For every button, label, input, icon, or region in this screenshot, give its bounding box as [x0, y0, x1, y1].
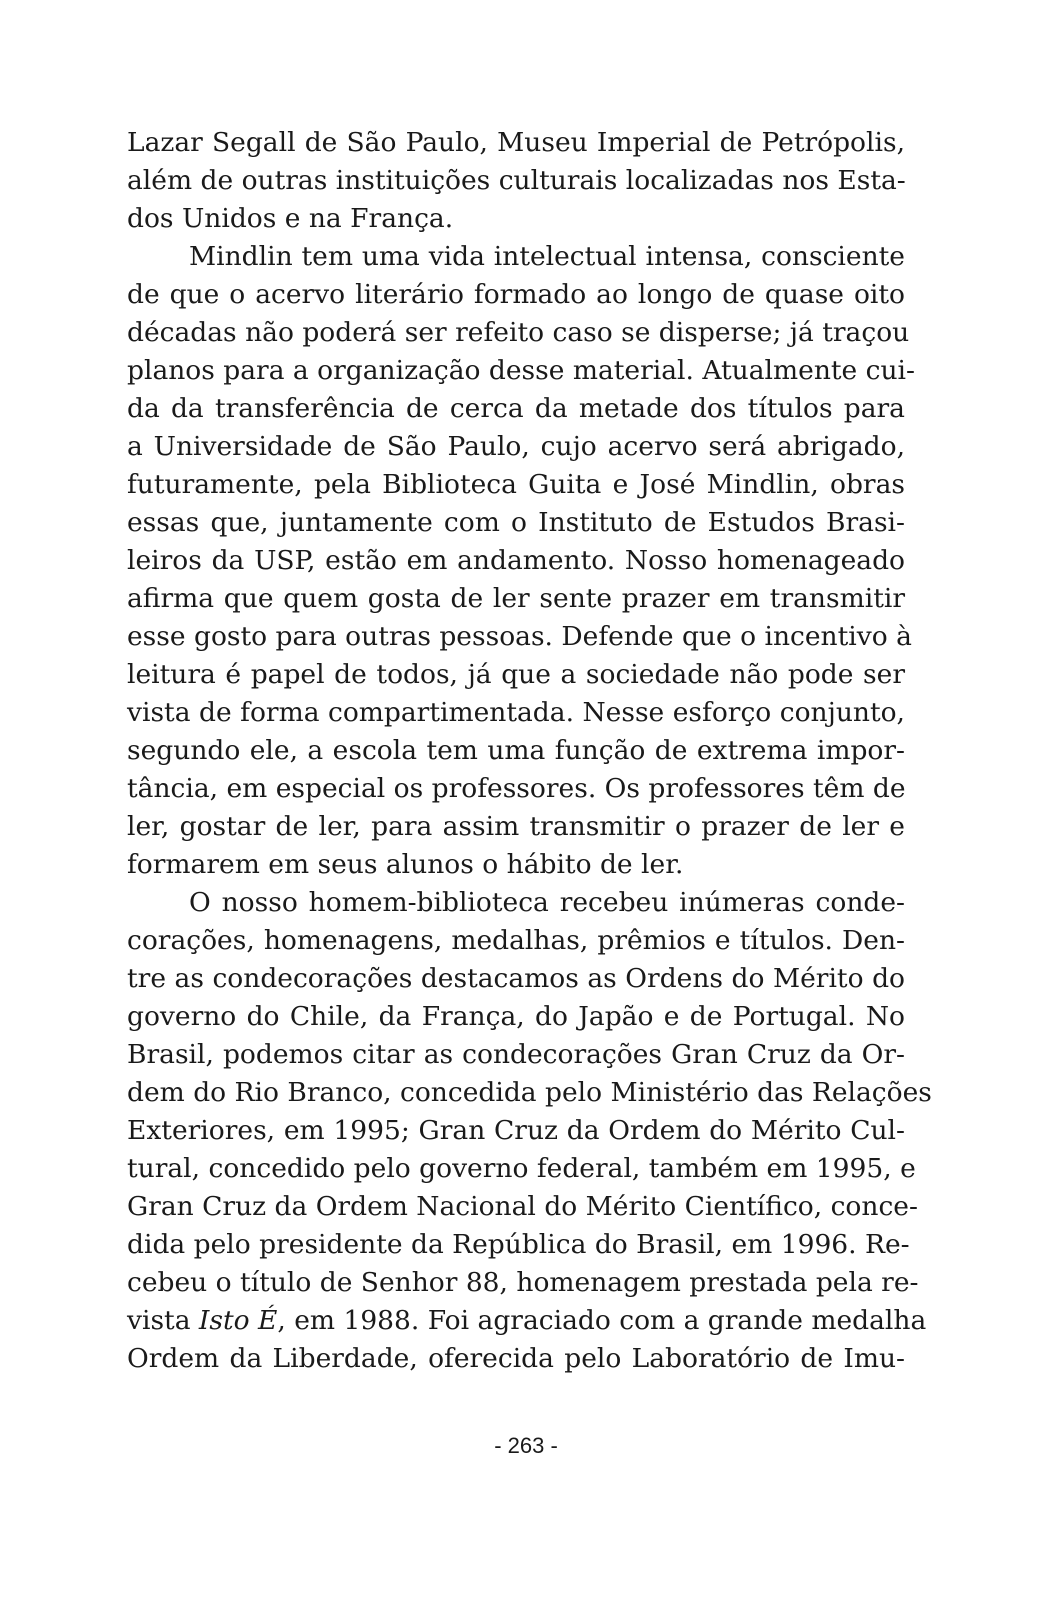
text-line: ler, gostar de ler, para assim transmitir o prazer de ler e — [127, 811, 905, 842]
text-line: vista de forma compartimentada. Nesse esforço conjunto, — [127, 697, 905, 728]
text-line: leitura é papel de todos, já que a sociedade não pode ser — [127, 659, 905, 690]
text-line: cebeu o título de Senhor 88, homenagem prestada pela re- — [127, 1267, 919, 1298]
text-line: Exteriores, em 1995; Gran Cruz da Ordem do Mérito Cul- — [127, 1115, 905, 1146]
text-segment: , em 1988. Foi agraciado com a grande medalha — [277, 1305, 927, 1336]
text-line: tural, concedido pelo governo federal, também em 1995, e — [127, 1153, 916, 1184]
text-line: essas que, juntamente com o Instituto de Estudos Brasi- — [127, 507, 905, 538]
text-line: O nosso homem-biblioteca recebeu inúmeras conde- — [189, 887, 905, 918]
text-line-with-italic — [127, 1302, 927, 1340]
text-line: leiros da USP, estão em andamento. Nosso homenageado — [127, 545, 905, 576]
text-segment: vista — [127, 1305, 199, 1336]
text-line: de que o acervo literário formado ao longo de quase oito — [127, 279, 905, 310]
text-line: Gran Cruz da Ordem Nacional do Mérito Científico, conce- — [127, 1191, 918, 1222]
text-line: dida pelo presidente da República do Brasil, em 1996. Re- — [127, 1229, 910, 1260]
text-line: Ordem da Liberdade, oferecida pelo Laboratório de Imu- — [127, 1343, 905, 1374]
text-line: da da transferência de cerca da metade dos títulos para — [127, 393, 905, 424]
text-line: corações, homenagens, medalhas, prêmios e títulos. Den- — [127, 925, 905, 956]
magazine-title: Isto É — [198, 1305, 278, 1336]
body-text — [127, 124, 932, 1378]
text-line: Lazar Segall de São Paulo, Museu Imperial de Petrópolis, — [127, 127, 905, 158]
text-line: além de outras instituições culturais localizadas nos Esta- — [127, 165, 906, 196]
page-number: - 263 - — [494, 1433, 558, 1458]
text-line: Brasil, podemos citar as condecorações Gran Cruz da Or- — [127, 1039, 905, 1070]
text-line: esse gosto para outras pessoas. Defende que o incentivo à — [127, 621, 912, 652]
text-line: tância, em especial os professores. Os professores têm de — [127, 773, 906, 804]
text-line: formarem em seus alunos o hábito de ler. — [127, 849, 684, 880]
text-line: afirma que quem gosta de ler sente prazer em transmitir — [127, 583, 905, 614]
text-line: Mindlin tem uma vida intelectual intensa, consciente — [189, 241, 905, 272]
text-line: governo do Chile, da França, do Japão e de Portugal. No — [127, 1001, 905, 1032]
text-line: décadas não poderá ser refeito caso se disperse; já traçou — [127, 317, 910, 348]
text-line: a Universidade de São Paulo, cujo acervo será abrigado, — [127, 431, 905, 462]
text-line: dos Unidos e na França. — [127, 203, 454, 234]
text-line: tre as condecorações destacamos as Ordens do Mérito do — [127, 963, 905, 994]
text-line: futuramente, pela Biblioteca Guita e José Mindlin, obras — [127, 469, 905, 500]
text-line: segundo ele, a escola tem uma função de extrema impor- — [127, 735, 905, 766]
text-line: dem do Rio Branco, concedida pelo Ministério das Relações — [127, 1077, 932, 1108]
text-line: planos para a organização desse material. Atualmente cui- — [127, 355, 915, 386]
